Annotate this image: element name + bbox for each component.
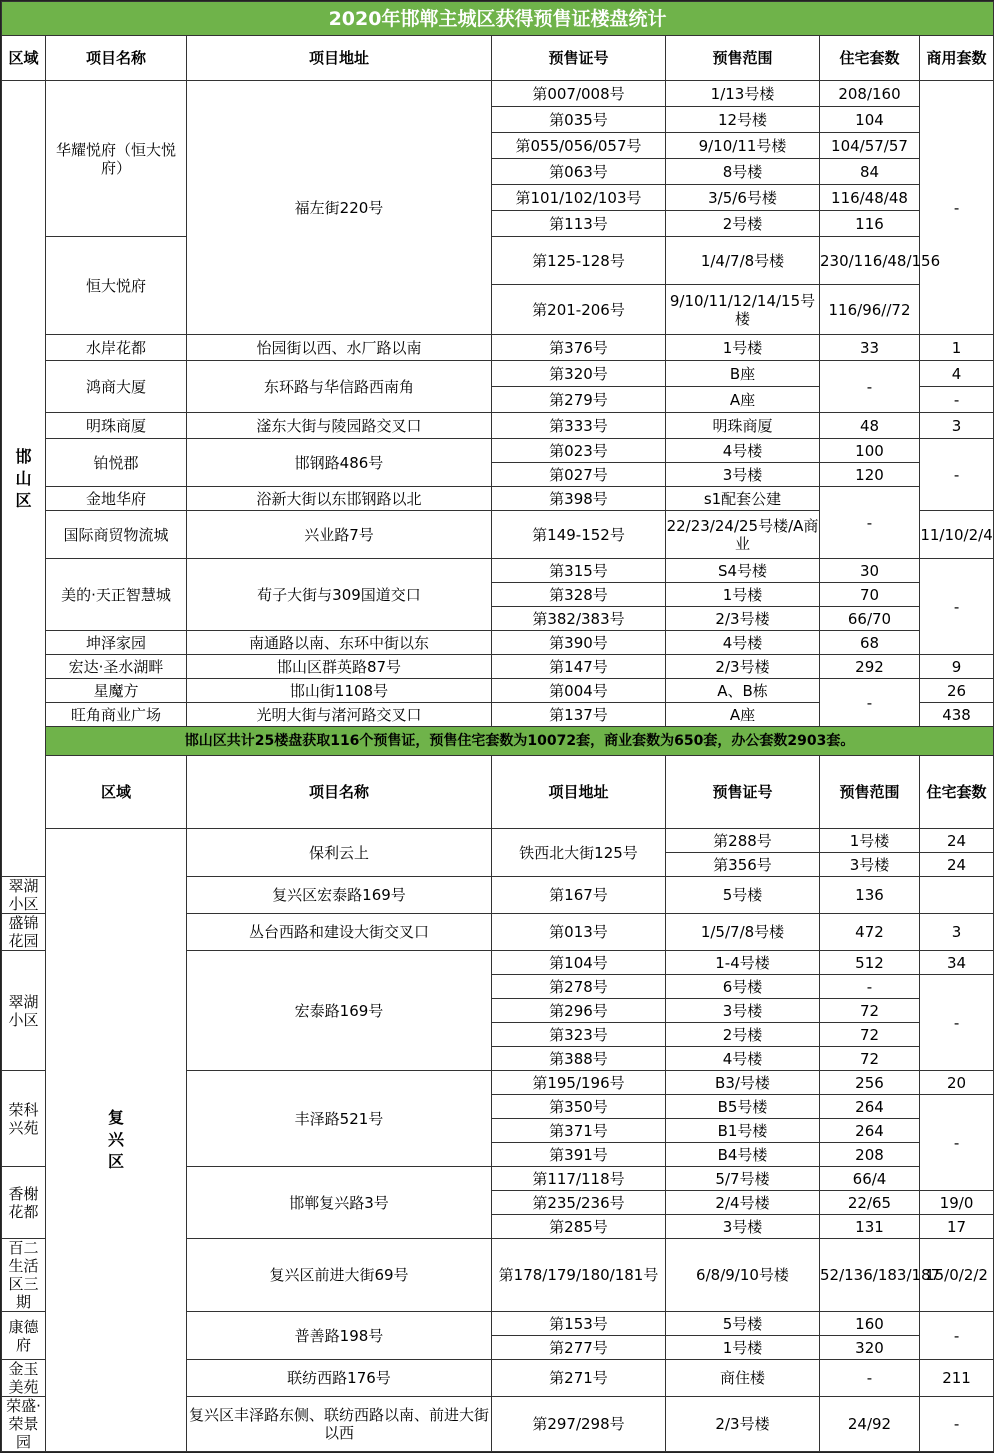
region-fuxing [46, 829, 187, 1452]
residential-count: 24/92 [820, 1397, 920, 1452]
permit-no: 第137号 [492, 703, 666, 727]
presale-scope: 3号楼 [666, 463, 820, 487]
permit-no: 第376号 [492, 335, 666, 361]
permit-no: 第315号 [492, 559, 666, 583]
presale-scope: 5号楼 [666, 1312, 820, 1336]
header-scope: 预售范围 [820, 756, 920, 829]
permit-no: 第153号 [492, 1312, 666, 1336]
residential-count: 100 [820, 439, 920, 463]
project-name: 翠湖小区 [2, 877, 46, 914]
hanshan-summary: 邯山区共计25楼盘获取116个预售证，预售住宅套数为10072套，商业套数为650套，办公套数2903套。 [46, 727, 994, 756]
presale-scope: 明珠商厦 [666, 413, 820, 439]
presale-scope: 2号楼 [666, 1023, 820, 1047]
permit-no: 第063号 [492, 159, 666, 185]
permit-no: 第027号 [492, 463, 666, 487]
residential-count: 30 [820, 559, 920, 583]
table-row [2, 439, 994, 463]
header-row [2, 36, 994, 81]
presale-scope: 1/13号楼 [666, 81, 820, 107]
residential-count: 24 [920, 853, 994, 877]
presale-scope: B4号楼 [666, 1143, 820, 1167]
residential-count: 120 [820, 463, 920, 487]
presale-scope: 2号楼 [666, 211, 820, 237]
permit-no: 第201-206号 [492, 285, 666, 335]
commercial-count: 19/0 [920, 1191, 994, 1215]
permit-no: 第195/196号 [492, 1071, 666, 1095]
residential-count: 84 [820, 159, 920, 185]
title-row [2, 2, 994, 36]
permit-no: 第167号 [492, 877, 666, 914]
project-name: 华耀悦府（恒大悦府） [46, 81, 187, 237]
residential-count: 24 [920, 829, 994, 853]
commercial-count: - [920, 559, 994, 655]
table-row [2, 237, 994, 285]
table-row [2, 361, 994, 387]
project-name: 香榭花都 [2, 1167, 46, 1239]
commercial-count: - [920, 439, 994, 511]
residential-count: - [820, 679, 920, 727]
permit-no: 第391号 [492, 1143, 666, 1167]
presale-scope: 2/3号楼 [666, 607, 820, 631]
residential-count: 48 [820, 413, 920, 439]
presale-scope: 8号楼 [666, 159, 820, 185]
residential-count: 208/160 [820, 81, 920, 107]
presale-scope: B1号楼 [666, 1119, 820, 1143]
permit-no: 第320号 [492, 361, 666, 387]
project-name: 恒大悦府 [46, 237, 187, 335]
permit-no: 第371号 [492, 1119, 666, 1143]
commercial-count: - [920, 387, 994, 413]
presale-scope: 3号楼 [820, 853, 920, 877]
presale-scope: 22/23/24/25号楼/A商业 [666, 511, 820, 559]
presale-scope: 4号楼 [666, 631, 820, 655]
residential-count: - [820, 361, 920, 413]
permit-no: 第035号 [492, 107, 666, 133]
residential-count: 131 [820, 1215, 920, 1239]
commercial-count: 34 [920, 951, 994, 975]
table-row [2, 655, 994, 679]
presale-scope: 3号楼 [666, 999, 820, 1023]
presale-scope: 1-4号楼 [666, 951, 820, 975]
presale-scope: S4号楼 [666, 559, 820, 583]
residential-count: 52/136/183/187 [820, 1239, 920, 1312]
header-region: 区域 [46, 756, 187, 829]
header-commercial: 商用套数 [920, 36, 994, 81]
residential-count: 320 [820, 1336, 920, 1360]
header-address: 项目地址 [492, 756, 666, 829]
residential-count: 292 [820, 655, 920, 679]
residential-count: 66/70 [820, 607, 920, 631]
residential-count: 264 [820, 1095, 920, 1119]
table-row [2, 413, 994, 439]
project-address: 复兴区前进大街69号 [187, 1239, 492, 1312]
commercial-count: - [920, 81, 994, 335]
permit-no: 第271号 [492, 1360, 666, 1397]
project-name: 保利云上 [187, 829, 492, 877]
commercial-count: 9 [920, 655, 994, 679]
presale-scope: A座 [666, 703, 820, 727]
residential-count: 72 [820, 999, 920, 1023]
residential-count: 104 [820, 107, 920, 133]
permit-no: 第356号 [666, 853, 820, 877]
project-name: 荣盛·荣景园 [2, 1397, 46, 1452]
project-name: 旺角商业广场 [46, 703, 187, 727]
permit-no: 第279号 [492, 387, 666, 413]
permit-no: 第390号 [492, 631, 666, 655]
table-row [2, 679, 994, 703]
residential-count: 256 [820, 1071, 920, 1095]
presale-scope: 3号楼 [666, 1215, 820, 1239]
residential-count: 136 [820, 877, 920, 914]
table-row [2, 829, 994, 853]
permit-no: 第149-152号 [492, 511, 666, 559]
table-row [2, 559, 994, 583]
header-permit: 预售证号 [666, 756, 820, 829]
project-name: 荣科兴苑 [2, 1071, 46, 1167]
project-address: 邯钢路486号 [187, 439, 492, 487]
region-label: 邯山区 [15, 446, 32, 510]
presale-scope: 4号楼 [666, 1047, 820, 1071]
permit-no: 第296号 [492, 999, 666, 1023]
commercial-count: 3 [920, 914, 994, 951]
project-name: 星魔方 [46, 679, 187, 703]
project-name: 国际商贸物流城 [46, 511, 187, 559]
presale-scope: 6/8/9/10号楼 [666, 1239, 820, 1312]
project-address: 普善路198号 [187, 1312, 492, 1360]
commercial-count: 4 [920, 361, 994, 387]
page-title: 2020年邯郸主城区获得预售证楼盘统计 [2, 2, 994, 36]
permit-no: 第235/236号 [492, 1191, 666, 1215]
permit-no: 第125-128号 [492, 237, 666, 285]
commercial-count: 26 [920, 679, 994, 703]
project-name: 金玉美苑 [2, 1360, 46, 1397]
project-address: 复兴区丰泽路东侧、联纺西路以南、前进大街以西 [187, 1397, 492, 1452]
presale-scope: 6号楼 [666, 975, 820, 999]
presale-scope: 5号楼 [666, 877, 820, 914]
project-address: 宏泰路169号 [187, 951, 492, 1071]
presale-scope: 1号楼 [666, 1336, 820, 1360]
table-row [2, 335, 994, 361]
permit-no: 第388号 [492, 1047, 666, 1071]
commercial-count: - [920, 1397, 994, 1452]
presale-scope: B3/号楼 [666, 1071, 820, 1095]
project-address: 兴业路7号 [187, 511, 492, 559]
summary-row [2, 727, 994, 756]
presale-table [1, 1, 994, 1452]
project-address: 滏东大街与陵园路交叉口 [187, 413, 492, 439]
residential-count: 160 [820, 1312, 920, 1336]
project-name: 翠湖小区 [2, 951, 46, 1071]
permit-no: 第117/118号 [492, 1167, 666, 1191]
project-name: 美的·天正智慧城 [46, 559, 187, 631]
project-address: 铁西北大街125号 [492, 829, 666, 877]
region-hanshan [2, 81, 46, 877]
presale-scope: 2/4号楼 [666, 1191, 820, 1215]
project-address: 怡园街以西、水厂路以南 [187, 335, 492, 361]
project-address: 东环路与华信路西南角 [187, 361, 492, 413]
presale-scope: 9/10/11/12/14/15号楼 [666, 285, 820, 335]
permit-no: 第007/008号 [492, 81, 666, 107]
project-address: 光明大街与渚河路交叉口 [187, 703, 492, 727]
permit-no: 第055/056/057号 [492, 133, 666, 159]
presale-scope: 1/4/7/8号楼 [666, 237, 820, 285]
presale-scope: 1号楼 [666, 583, 820, 607]
residential-count: 116/48/48 [820, 185, 920, 211]
project-name: 明珠商厦 [46, 413, 187, 439]
project-name: 康德府 [2, 1312, 46, 1360]
presale-scope: 2/3号楼 [666, 655, 820, 679]
permit-no: 第023号 [492, 439, 666, 463]
header-region: 区域 [2, 36, 46, 81]
header-residential: 住宅套数 [820, 36, 920, 81]
permit-no: 第113号 [492, 211, 666, 237]
commercial-count: 15/0/2/2 [920, 1239, 994, 1312]
project-name: 坤泽家园 [46, 631, 187, 655]
commercial-count: 1 [920, 335, 994, 361]
residential-count: - [820, 975, 920, 999]
header-project: 项目名称 [187, 756, 492, 829]
presale-scope: 1号楼 [666, 335, 820, 361]
permit-no: 第285号 [492, 1215, 666, 1239]
permit-no: 第178/179/180/181号 [492, 1239, 666, 1312]
permit-no: 第147号 [492, 655, 666, 679]
residential-count: 33 [820, 335, 920, 361]
residential-count: 70 [820, 583, 920, 607]
permit-no: 第350号 [492, 1095, 666, 1119]
commercial-count: 20 [920, 1071, 994, 1095]
permit-no: 第323号 [492, 1023, 666, 1047]
residential-count: 472 [820, 914, 920, 951]
permit-no: 第013号 [492, 914, 666, 951]
commercial-count: - [920, 1312, 994, 1360]
residential-count: 68 [820, 631, 920, 655]
region-label: 复兴区 [107, 1108, 124, 1171]
presale-scope: B5号楼 [666, 1095, 820, 1119]
presale-scope: 12号楼 [666, 107, 820, 133]
presale-scope: 商住楼 [666, 1360, 820, 1397]
project-name: 铂悦郡 [46, 439, 187, 487]
project-name: 鸿商大厦 [46, 361, 187, 413]
permit-no: 第328号 [492, 583, 666, 607]
residential-count: - [820, 1360, 920, 1397]
permit-no: 第104号 [492, 951, 666, 975]
presale-scope: B座 [666, 361, 820, 387]
header-residential: 住宅套数 [920, 756, 994, 829]
presale-scope: 2/3号楼 [666, 1397, 820, 1452]
project-address: 浴新大街以东邯钢路以北 [187, 487, 492, 511]
residential-count: 72 [820, 1047, 920, 1071]
permit-no: 第278号 [492, 975, 666, 999]
project-name: 宏达·圣水湖畔 [46, 655, 187, 679]
project-name: 盛锦花园 [2, 914, 46, 951]
permit-no: 第277号 [492, 1336, 666, 1360]
project-address: 荀子大街与309国道交口 [187, 559, 492, 631]
permit-no: 第382/383号 [492, 607, 666, 631]
commercial-count: 11/10/2/4 [920, 511, 994, 559]
residential-count: 66/4 [820, 1167, 920, 1191]
residential-count: 72 [820, 1023, 920, 1047]
project-name: 百二生活区三期 [2, 1239, 46, 1312]
residential-count: - [820, 487, 920, 559]
presale-scope: A、B栋 [666, 679, 820, 703]
commercial-count: 17 [920, 1215, 994, 1239]
presale-scope: 3/5/6号楼 [666, 185, 820, 211]
presale-scope: A座 [666, 387, 820, 413]
table-row [2, 631, 994, 655]
permit-no: 第004号 [492, 679, 666, 703]
presale-scope: 4号楼 [666, 439, 820, 463]
project-address: 南通路以南、东环中街以东 [187, 631, 492, 655]
project-address: 丛台西路和建设大街交叉口 [187, 914, 492, 951]
header-scope: 预售范围 [666, 36, 820, 81]
commercial-count: - [920, 975, 994, 1071]
residential-count: 116 [820, 211, 920, 237]
commercial-count: - [920, 1095, 994, 1191]
commercial-count: 211 [920, 1360, 994, 1397]
residential-count: 512 [820, 951, 920, 975]
header-project: 项目名称 [46, 36, 187, 81]
permit-no: 第288号 [666, 829, 820, 853]
residential-count: 230/116/48/156 [820, 237, 920, 285]
commercial-count: 438 [920, 703, 994, 727]
presale-scope: 9/10/11号楼 [666, 133, 820, 159]
project-address: 复兴区宏泰路169号 [187, 877, 492, 914]
project-address: 福左街220号 [187, 81, 492, 335]
header-row [2, 756, 994, 829]
table-row [2, 81, 994, 107]
project-name: 水岸花都 [46, 335, 187, 361]
permit-no: 第333号 [492, 413, 666, 439]
project-address: 邯山区群英路87号 [187, 655, 492, 679]
presale-scope: s1配套公建 [666, 487, 820, 511]
residential-count: 116/96//72 [820, 285, 920, 335]
residential-count: 208 [820, 1143, 920, 1167]
table-row [2, 487, 994, 511]
header-address: 项目地址 [187, 36, 492, 81]
project-address: 丰泽路521号 [187, 1071, 492, 1167]
commercial-count: 3 [920, 413, 994, 439]
project-address: 联纺西路176号 [187, 1360, 492, 1397]
residential-count: 264 [820, 1119, 920, 1143]
permit-no: 第101/102/103号 [492, 185, 666, 211]
project-address: 邯郸复兴路3号 [187, 1167, 492, 1239]
permit-no: 第398号 [492, 487, 666, 511]
permit-no: 第297/298号 [492, 1397, 666, 1452]
header-permit: 预售证号 [492, 36, 666, 81]
presale-scope: 5/7号楼 [666, 1167, 820, 1191]
presale-scope: 1/5/7/8号楼 [666, 914, 820, 951]
residential-count: 22/65 [820, 1191, 920, 1215]
residential-count: 104/57/57 [820, 133, 920, 159]
presale-scope: 1号楼 [820, 829, 920, 853]
project-address: 邯山街1108号 [187, 679, 492, 703]
project-name: 金地华府 [46, 487, 187, 511]
